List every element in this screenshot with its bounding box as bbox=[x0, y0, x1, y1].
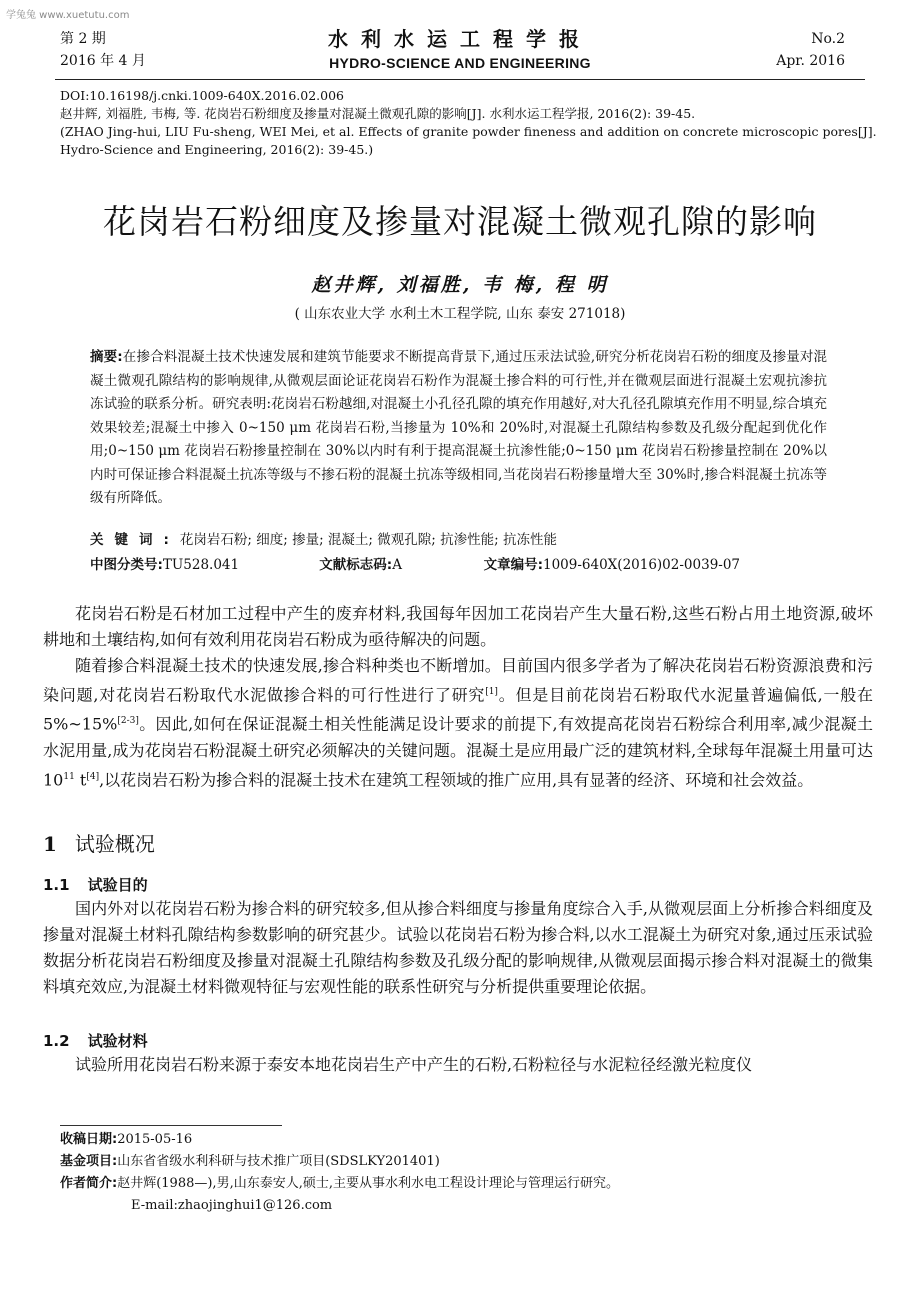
ref-2-3: [2-3] bbox=[117, 716, 139, 727]
subsection-1-1-title: 试验目的 bbox=[87, 876, 148, 894]
section-1-number: 1 bbox=[43, 832, 57, 856]
subsection-1-2-text: 试验所用花岗岩石粉来源于泰安本地花岗岩生产中产生的石粉,石粉粒径与水泥粒径经激光粒度仪 bbox=[75, 1055, 753, 1074]
doc-code-value: A bbox=[392, 557, 402, 573]
exponent: 11 bbox=[63, 771, 75, 782]
subsection-1-2-heading bbox=[43, 1030, 148, 1051]
issue-date-en: Apr. 2016 bbox=[776, 53, 845, 69]
author-email: E-mail:zhaojinghui1@126.com bbox=[131, 1198, 333, 1213]
citation-block bbox=[60, 87, 877, 159]
keywords-label: 关键词: bbox=[90, 532, 180, 548]
citation-en-line2: Hydro-Science and Engineering, 2016(2): 39-45.) bbox=[60, 142, 374, 157]
keywords bbox=[90, 528, 827, 548]
journal-name-cn: 水利水运工程学报 bbox=[328, 27, 592, 51]
ref-1: [1] bbox=[485, 687, 498, 697]
subsection-1-1-body bbox=[43, 896, 873, 1000]
received-date: 收稿日期:2015-05-16 bbox=[60, 1132, 193, 1147]
paper-title: 花岗岩石粉细度及掺量对混凝土微观孔隙的影响 bbox=[103, 202, 817, 241]
intro-paragraph-2: 随着掺合料混凝土技术的快速发展,掺合料种类也不断增加。目前国内很多学者为了解决花岗岩石粉资源浪费和污染问题,对花岗岩石粉取代水泥做掺合料的可行性进行了研究[1]。但是目前花岗岩石粉取代水泥量普遍偏低,一般在 5%~15%[2-3]。因此,如何在保证混凝土相关性能满足设计要求的前提下,有效提高花岗岩石粉综合利用率,减少混凝土水泥用量,成为花岗岩石粉混凝土研究必须解决的关键问题。混凝土是应用最广泛的建筑材料,全球每年混凝土用量可达$10^{11}$ t[4],以花岗岩石粉为掺合料的混凝土技术在建筑工程领域的推广应用,具有显著的经济、环境和社会效益。 bbox=[43, 656, 873, 789]
article-number-value: 1009-640X(2016)02-0039-07 bbox=[543, 557, 741, 573]
footnote-rule bbox=[60, 1125, 282, 1126]
abstract bbox=[90, 346, 827, 511]
section-1-heading bbox=[43, 828, 155, 857]
abstract-text: 在掺合料混凝土技术快速发展和建筑节能要求不断提高背景下,通过压汞法试验,研究分析花岗岩石粉的细度及掺量对混凝土微观孔隙结构的影响规律,从微观层面论证花岗岩石粉作为混凝土掺合料的可行性,并在微观层面进行混凝土宏观抗渗抗冻试验的联系分析。研究表明:花岗岩石粉越细,对混凝土小孔径孔隙的填充作用越好,对大孔径孔隙填充作用不明显,综合填充效果较差;混凝土中掺入 0~150 μm 花岗岩石粉,当掺量为 10%和 20%时,对混凝土孔隙结构参数及孔级分配起到优化作用;0~150 μm 花岗岩石粉掺量控制在 30%以内时有利于提高混凝土抗渗性能;0~150 μm 花岗岩石粉掺量控制在 20%以内时可保证掺合料混凝土抗冻等级与不掺石粉的混凝土抗冻等级相同,当花岗岩石粉掺量增大至 30%时,掺合料混凝土抗冻等级有所降低。 bbox=[90, 349, 827, 506]
section-1-title: 试验概况 bbox=[74, 832, 155, 856]
clc-value: TU528.041 bbox=[162, 557, 240, 573]
intro-paragraph-1: 花岗岩石粉是石材加工过程中产生的废弃材料,我国每年因加工花岗岩产生大量石粉,这些石粉占用土地资源,破坏耕地和土壤结构,如何有效利用花岗岩石粉成为亟待解决的问题。 bbox=[43, 604, 873, 649]
subsection-1-1-heading bbox=[43, 874, 148, 895]
subsection-1-1-number: 1.1 bbox=[43, 876, 70, 894]
author-bio: 作者简介:赵井辉(1988—),男,山东泰安人,硕士,主要从事水利水电工程设计理论与管理运行研究。 bbox=[60, 1176, 619, 1191]
keywords-text: 花岗岩石粉; 细度; 掺量; 混凝土; 微观孔隙; 抗渗性能; 抗冻性能 bbox=[179, 532, 557, 548]
journal-name-en: HYDRO-SCIENCE AND ENGINEERING bbox=[329, 55, 591, 71]
subsection-1-2-title: 试验材料 bbox=[87, 1032, 148, 1050]
citation-cn: 赵井辉, 刘福胜, 韦梅, 等. 花岗岩石粉细度及掺量对混凝土微观孔隙的影响[J]. 水利水运工程学报, 2016(2): 39-45. bbox=[60, 106, 696, 121]
doi: DOI:10.16198/j.cnki.1009-640X.2016.02.006 bbox=[60, 88, 345, 103]
doc-code-label: 文献标志码: bbox=[319, 557, 393, 573]
citation-en-line1: (ZHAO Jing-hui, LIU Fu-sheng, WEI Mei, et al. Effects of granite powder fineness and addition on concrete microscopic pores[J]. bbox=[60, 124, 877, 139]
issue-date-cn: 2016 年 4 月 bbox=[60, 53, 146, 69]
authors: 赵井辉, 刘福胜, 韦 梅, 程 明 bbox=[311, 274, 609, 296]
issue-number: 第 2 期 bbox=[60, 31, 106, 47]
affiliation: ( 山东农业大学 水利土木工程学院, 山东 泰安 271018) bbox=[294, 306, 626, 322]
watermark: 学兔兔 www.xuetutu.com bbox=[6, 10, 130, 21]
subsection-1-1-text: 国内外对以花岗岩石粉为掺合料的研究较多,但从掺合料细度与掺量角度综合入手,从微观层面上分析掺合料细度及掺量对混凝土材料孔隙结构参数影响的研究甚少。试验以花岗岩石粉为掺合料,以水工混凝土为研究对象,通过压汞试验数据分析花岗岩石粉细度及掺量对混凝土孔隙结构参数及孔级分配的影响规律,从微观层面揭示掺合料对混凝土的微集料填充效应,为混凝土材料微观特征与宏观性能的联系性研究与分析提供重要理论依据。 bbox=[43, 899, 873, 996]
subsection-1-2-number: 1.2 bbox=[43, 1032, 70, 1050]
clc-label: 中图分类号: bbox=[90, 557, 163, 573]
classification-line bbox=[90, 553, 827, 573]
ref-4: [4] bbox=[86, 771, 100, 782]
introduction bbox=[43, 601, 873, 793]
header-right bbox=[776, 28, 845, 72]
header-rule bbox=[55, 79, 865, 80]
fund-project: 基金项目:山东省省级水利科研与技术推广项目(SDSLKY201401) bbox=[60, 1154, 440, 1169]
article-number-label: 文章编号: bbox=[483, 557, 543, 573]
abstract-label: 摘要: bbox=[90, 349, 123, 365]
subsection-1-2-body bbox=[43, 1052, 873, 1078]
issue-number-en: No.2 bbox=[811, 31, 845, 47]
footnotes bbox=[60, 1129, 865, 1217]
